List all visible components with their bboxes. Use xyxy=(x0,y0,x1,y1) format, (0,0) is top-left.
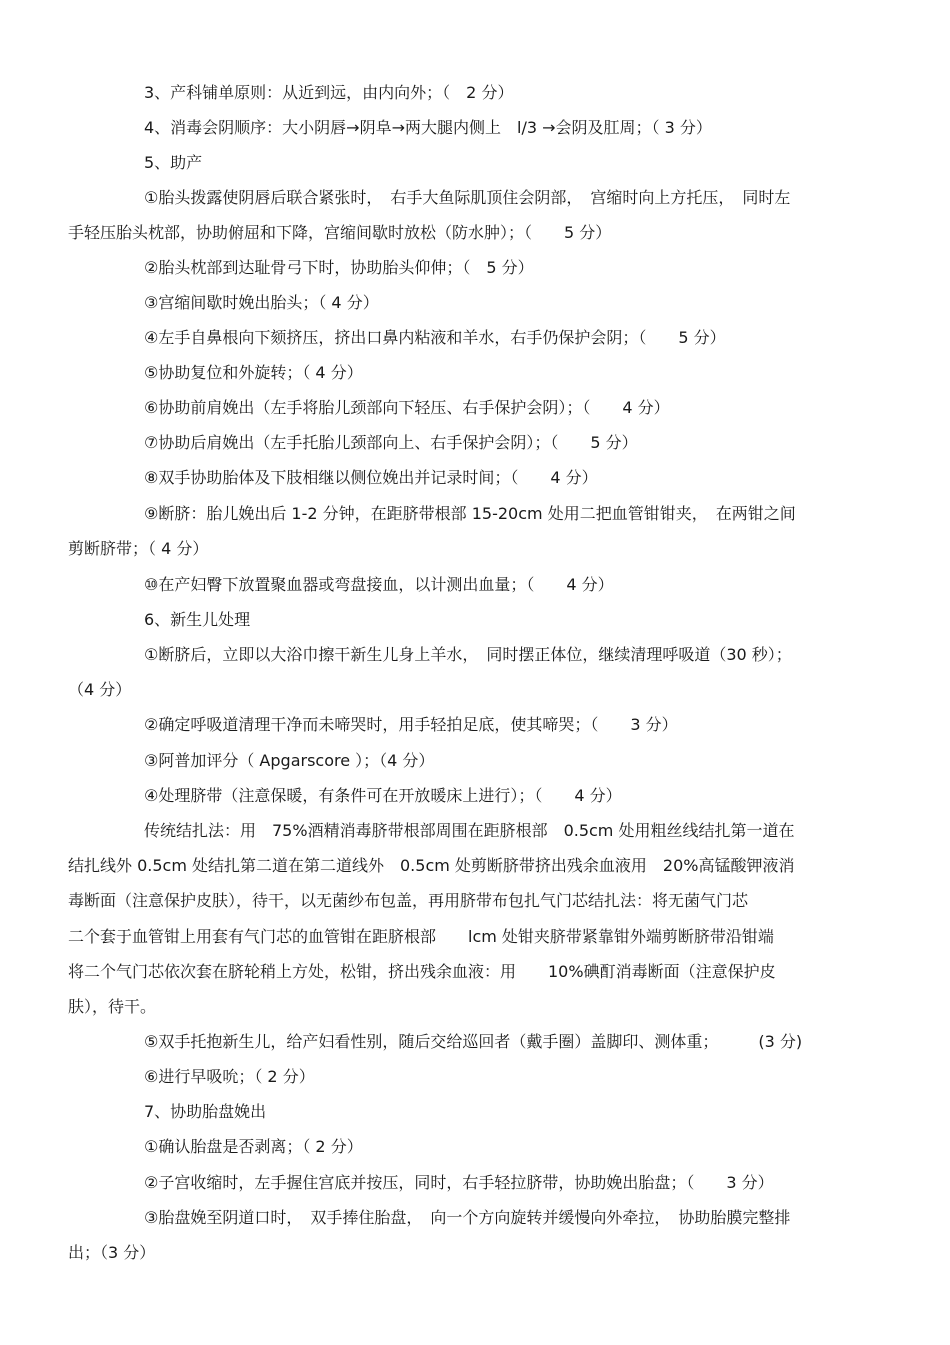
text-line: ⑤双手托抱新生儿，给产妇看性别，随后交给巡回者（戴手圈）盖脚印、测体重； (3 分) xyxy=(144,1032,803,1051)
text-line: ③胎盘娩至阴道口时， 双手捧住胎盘， 向一个方向旋转并缓慢向外牵拉， 协助胎膜完整排 xyxy=(144,1208,791,1227)
text-line: ④左手自鼻根向下颏挤压，挤出口鼻内粘液和羊水，右手仍保护会阴；（ 5 分） xyxy=(144,328,726,347)
text-line: ②子宫收缩时，左手握住宫底并按压，同时，右手轻拉脐带，协助娩出胎盘；（ 3 分） xyxy=(144,1173,774,1192)
text-line: 剪断脐带；（ 4 分） xyxy=(68,539,209,558)
text-line: ⑥进行早吸吮；（ 2 分） xyxy=(144,1067,315,1086)
text-line: ②确定呼吸道清理干净而未啼哭时，用手轻拍足底，使其啼哭；（ 3 分） xyxy=(144,715,678,734)
text-line: ②胎头枕部到达耻骨弓下时，协助胎头仰伸；（ 5 分） xyxy=(144,258,534,277)
text-line: ⑩在产妇臀下放置聚血器或弯盘接血，以计测出血量；（ 4 分） xyxy=(144,575,614,594)
text-line: 将二个气门芯依次套在脐轮稍上方处，松钳，挤出残余血液：用 10%碘酊消毒断面（注意保护皮 xyxy=(68,962,776,981)
section-heading: 6、新生儿处理 xyxy=(144,610,251,629)
text-line: ①断脐后，立即以大浴巾擦干新生儿身上羊水， 同时摆正体位，继续清理呼吸道（30 秒）； xyxy=(144,645,792,664)
text-line: ⑤协助复位和外旋转；（ 4 分） xyxy=(144,363,363,382)
text-line: 出；（3 分） xyxy=(68,1243,156,1262)
text-line: 手轻压胎头枕部，协助俯屈和下降，宫缩间歇时放松（防水肿）；（ 5 分） xyxy=(68,223,612,242)
text-line: ⑥协助前肩娩出（左手将胎儿颈部向下轻压、右手保护会阴）；（ 4 分） xyxy=(144,398,670,417)
text-line: ③宫缩间歇时娩出胎头；（ 4 分） xyxy=(144,293,379,312)
text-line: ④处理脐带（注意保暖，有条件可在开放暖床上进行）；（ 4 分） xyxy=(144,786,622,805)
text-line: 结扎线外 0.5cm 处结扎第二道在第二道线外 0.5cm 处剪断脐带挤出残余血液用 20%高锰酸钾液消 xyxy=(68,856,795,875)
text-line: （4 分） xyxy=(68,680,132,699)
text-line: 4、消毒会阴顺序：大小阴唇→阴阜→两大腿内侧上 l/3 →会阴及肛周；（ 3 分） xyxy=(144,118,712,137)
text-line: ⑨断脐：胎儿娩出后 1-2 分钟，在距脐带根部 15-20cm 处用二把血管钳钳夹， 在两钳之间 xyxy=(144,504,796,523)
text-line: 传统结扎法：用 75%酒精消毒脐带根部周围在距脐根部 0.5cm 处用粗丝线结扎第一道在 xyxy=(144,821,795,840)
text-line: 肤），待干。 xyxy=(68,997,157,1016)
text-line: ①确认胎盘是否剥离；（ 2 分） xyxy=(144,1137,363,1156)
section-heading: 7、协助胎盘娩出 xyxy=(144,1102,267,1121)
text-line: 毒断面（注意保护皮肤），待干，以无菌纱布包盖，再用脐带布包扎气门芯结扎法：将无菌气门芯 xyxy=(68,891,749,910)
text-line: ③阿普加评分（ Apgarscore ）；（4 分） xyxy=(144,751,435,770)
section-heading: 5、助产 xyxy=(144,153,203,172)
text-line: ⑧双手协助胎体及下肢相继以侧位娩出并记录时间；（ 4 分） xyxy=(144,468,598,487)
text-line: ①胎头拨露使阴唇后联合紧张时， 右手大鱼际肌顶住会阴部， 宫缩时向上方托压， 同时左 xyxy=(144,188,791,207)
text-line: 3、产科铺单原则：从近到远，由内向外；（ 2 分） xyxy=(144,83,514,102)
text-line: ⑦协助后肩娩出（左手托胎儿颈部向上、右手保护会阴）；（ 5 分） xyxy=(144,433,638,452)
text-line: 二个套于血管钳上用套有气门芯的血管钳在距脐根部 lcm 处钳夹脐带紧靠钳外端剪断脐带沿钳端 xyxy=(68,927,774,946)
